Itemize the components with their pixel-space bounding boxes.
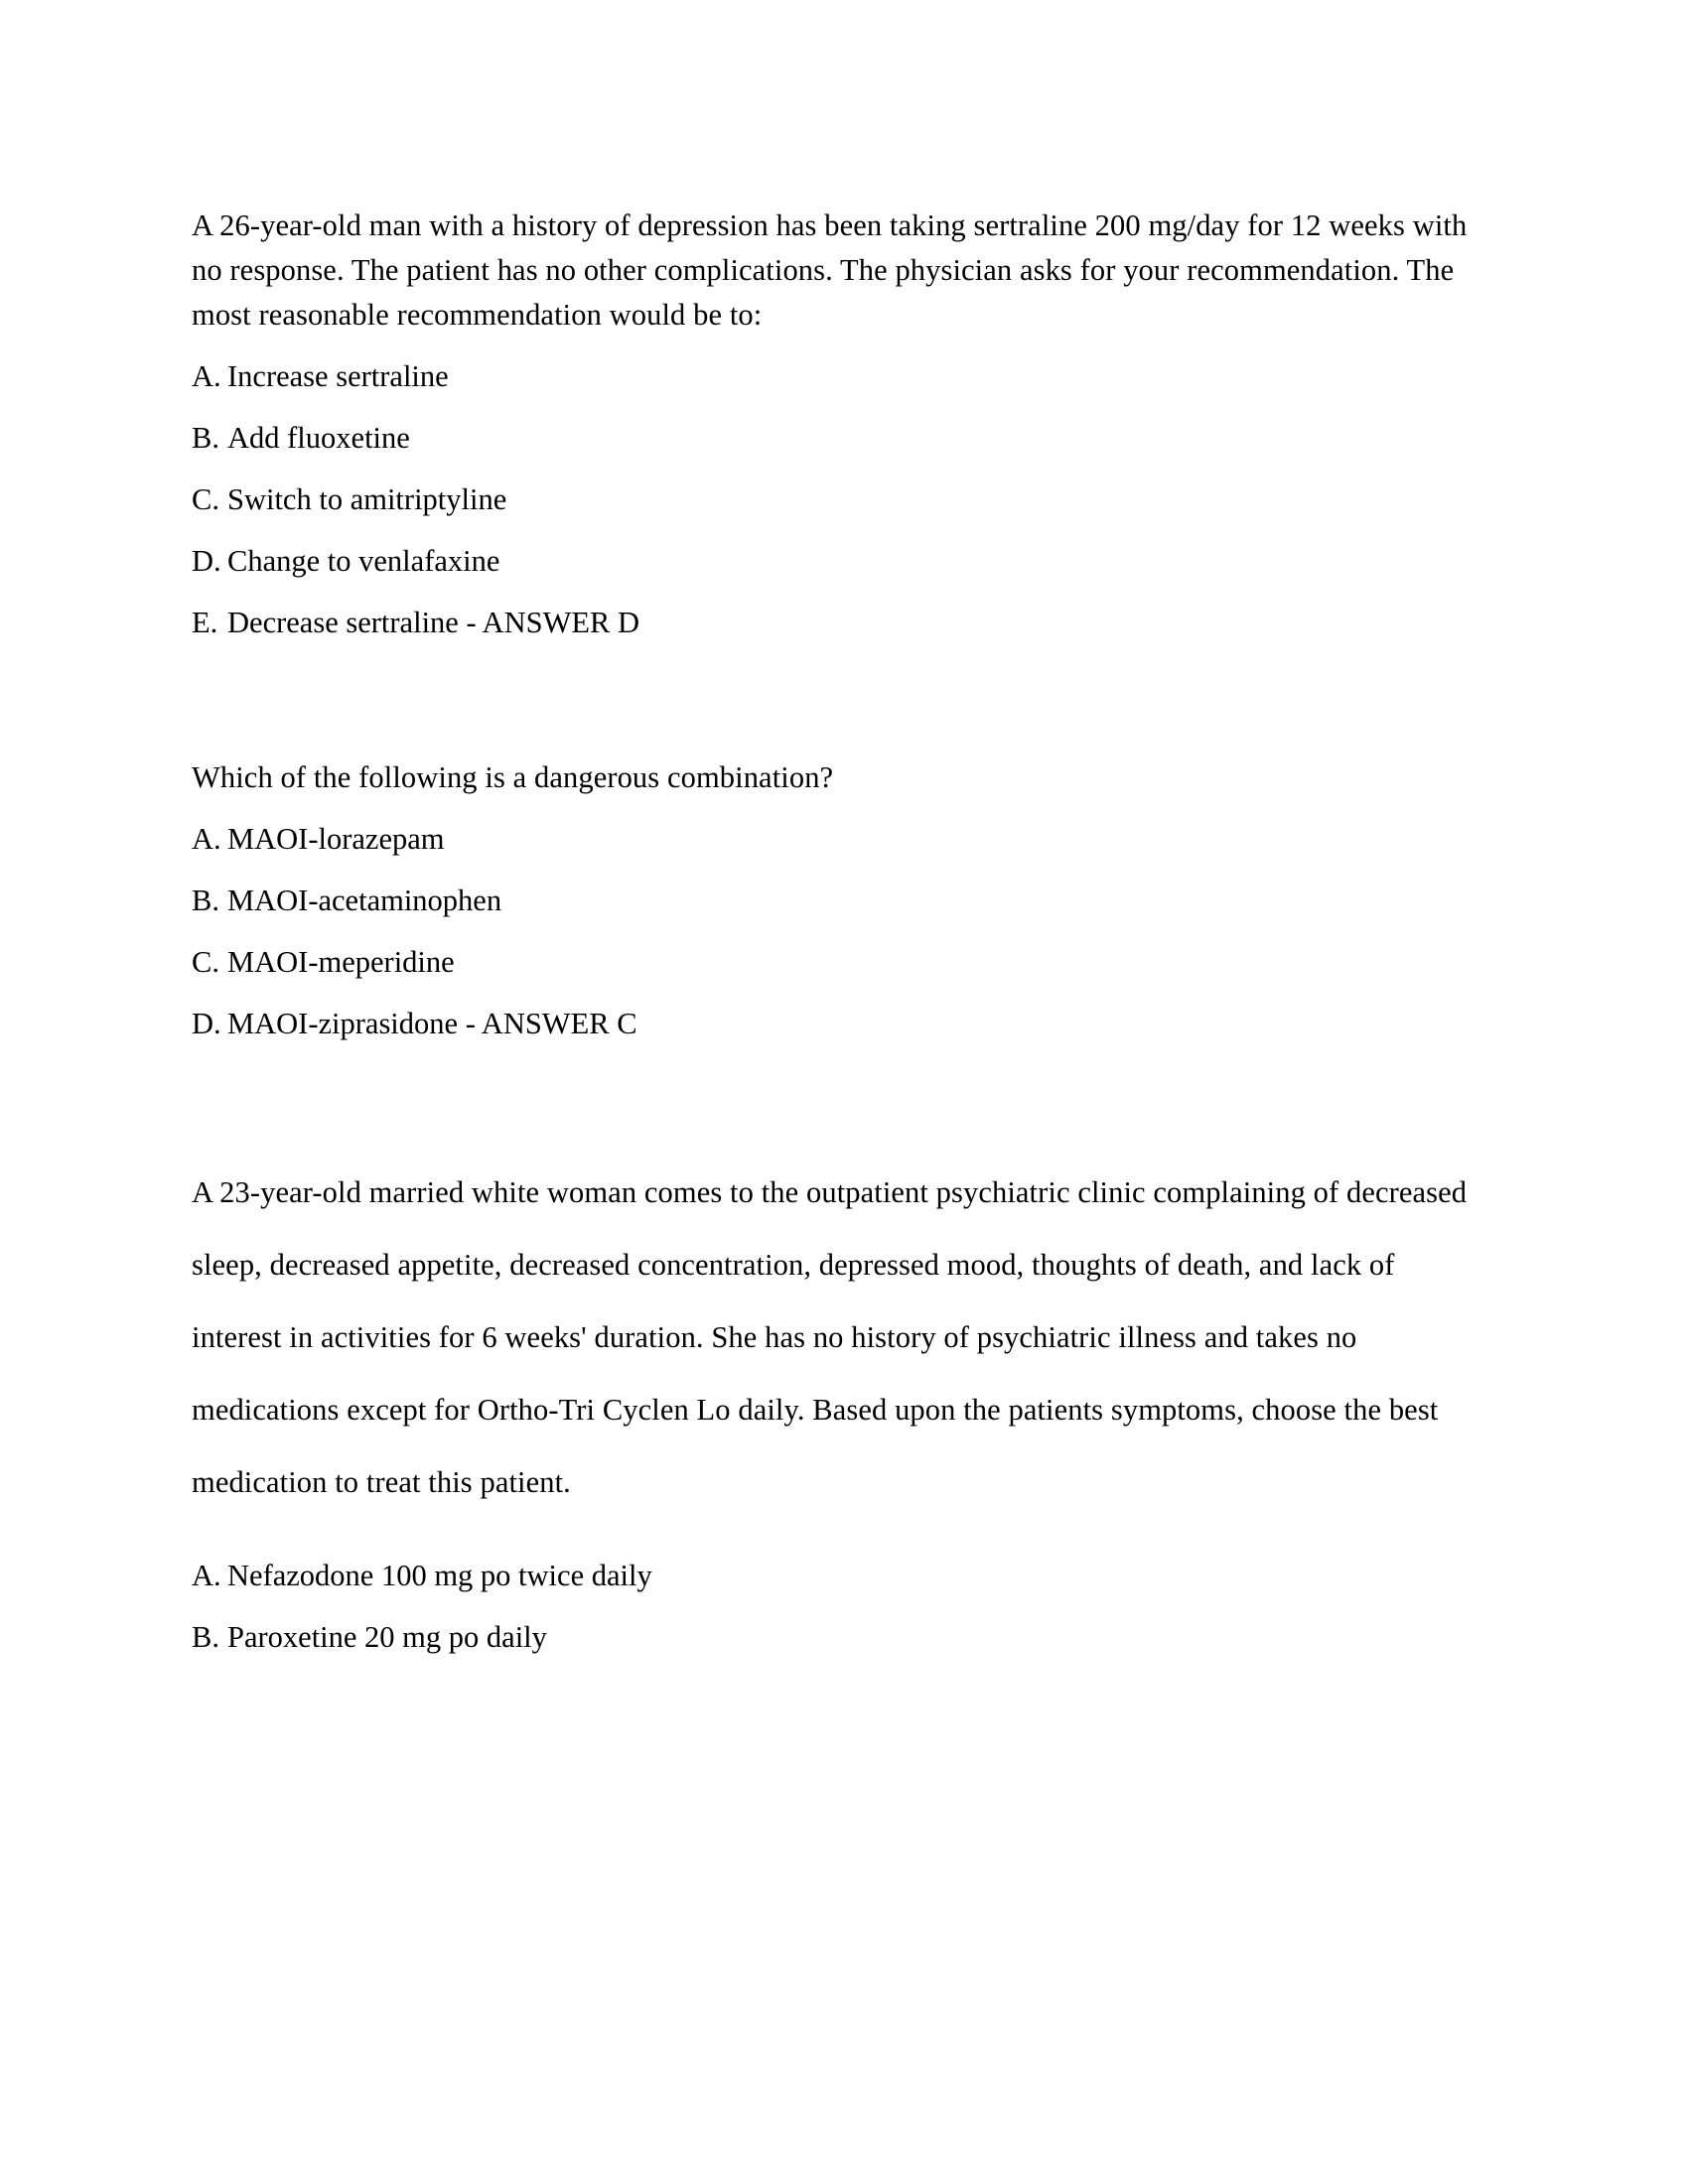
option-marker: D. (192, 1007, 221, 1040)
spacer (192, 457, 1484, 480)
document-body (192, 204, 1484, 1656)
question-3-stem: A 23-year-old married white woman comes to the outpatient psychiatric clinic complaining of decreased sleep, decreased appetite, decreased concentration, depressed mood, thoughts of death, and lack of interest in activities for 6 weeks' duration. She has no history of psychiatric illness and takes no medications except for Ortho-Tri Cyclen Lo daily. Based upon the patients symptoms, choose the best medication to treat this patient. (192, 1175, 1468, 1499)
option-item (192, 1005, 1484, 1042)
question-3-options (192, 1557, 1484, 1656)
option-label: Decrease sertraline - ANSWER D (227, 606, 639, 639)
spacer (192, 1519, 1484, 1557)
option-label: Change to venlafaxine (227, 544, 500, 578)
question-2-options (192, 820, 1484, 1042)
option-item (192, 357, 1484, 395)
option-marker: C. (192, 945, 219, 979)
spacer (192, 1594, 1484, 1618)
question-1-options (192, 357, 1484, 641)
option-marker: A. (192, 822, 221, 856)
spacer (192, 981, 1484, 1005)
block-separator (192, 1042, 1484, 1157)
option-item (192, 419, 1484, 457)
option-item (192, 1618, 1484, 1656)
option-item (192, 604, 1484, 641)
option-label: MAOI-acetaminophen (227, 884, 502, 917)
question-block-2 (192, 755, 1484, 1042)
option-item (192, 820, 1484, 858)
option-marker: C. (192, 482, 219, 516)
option-marker: A. (192, 1559, 221, 1592)
option-marker: B. (192, 1620, 219, 1654)
option-label: MAOI-meperidine (227, 945, 455, 979)
option-label: MAOI-ziprasidone - ANSWER C (227, 1007, 637, 1040)
spacer (192, 395, 1484, 419)
option-item (192, 943, 1484, 981)
spacer (192, 518, 1484, 542)
option-label: Switch to amitriptyline (227, 482, 507, 516)
spacer (192, 919, 1484, 943)
option-item (192, 542, 1484, 580)
block-separator (192, 641, 1484, 755)
option-label: Nefazodone 100 mg po twice daily (227, 1559, 652, 1592)
option-marker: A. (192, 359, 221, 393)
option-item (192, 1557, 1484, 1594)
option-label: Increase sertraline (227, 359, 449, 393)
question-block-1 (192, 204, 1484, 641)
question-2-stem: Which of the following is a dangerous combination? (192, 760, 834, 794)
spacer (192, 800, 1484, 820)
question-1-stem: A 26-year-old man with a history of depression has been taking sertraline 200 mg/day for 12 weeks with no response. The patient has no other complications. The physician asks for your recommendation. The most reasonable recommendation would be to: (192, 208, 1468, 332)
spacer (192, 338, 1484, 357)
option-item (192, 480, 1484, 518)
question-block-3 (192, 1157, 1484, 1656)
spacer (192, 858, 1484, 882)
option-item (192, 882, 1484, 919)
option-marker: B. (192, 421, 219, 455)
option-marker: B. (192, 884, 219, 917)
option-marker: D. (192, 544, 221, 578)
option-marker: E. (192, 606, 218, 639)
option-label: Paroxetine 20 mg po daily (227, 1620, 547, 1654)
spacer (192, 580, 1484, 604)
option-label: MAOI-lorazepam (227, 822, 445, 856)
option-label: Add fluoxetine (227, 421, 410, 455)
